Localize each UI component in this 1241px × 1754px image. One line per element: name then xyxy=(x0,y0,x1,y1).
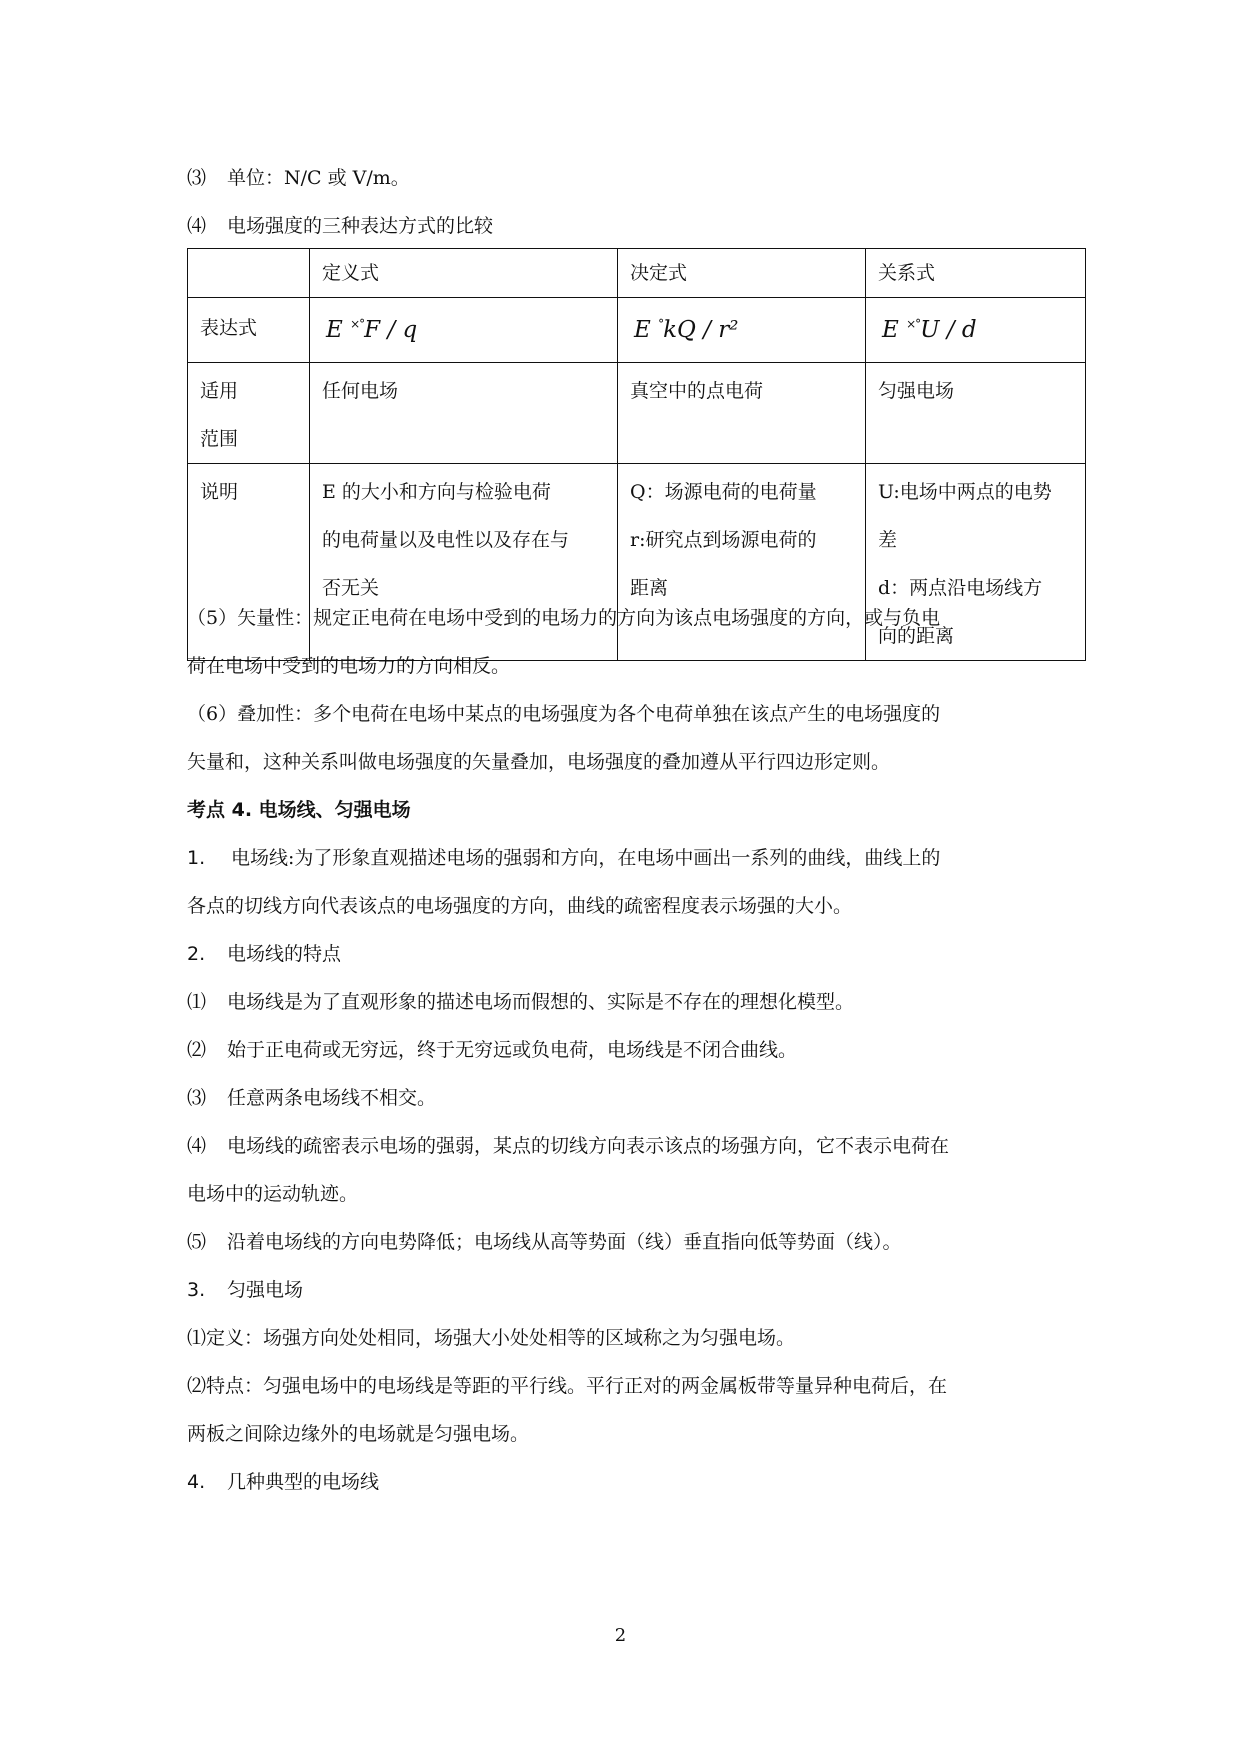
formula-operator: ° xyxy=(658,317,664,331)
page-number: 2 xyxy=(614,1625,627,1646)
body-line: （6）叠加性：多个电荷在电场中某点的电场强度为各个电荷单独在该点产生的电场强度的 xyxy=(187,703,941,725)
table-cell: E 的大小和方向与检验电荷 的电荷量以及电性以及存在与 否无关 xyxy=(310,464,618,661)
section-heading: 考点 4. 电场线、匀强电场 xyxy=(187,799,411,821)
document-top xyxy=(187,154,1082,250)
item-number: ⑶ xyxy=(187,1087,207,1109)
table-cell: Q：场源电荷的电荷量 r:研究点到场源电荷的 距离 xyxy=(618,464,866,661)
body-line: 3. 匀强电场 xyxy=(187,1266,1082,1314)
table-row-scope xyxy=(188,363,1086,464)
body-line: ⑷ 电场线的疏密表示电场的强弱，某点的切线方向表示该点的场强方向，它不表示电荷在 xyxy=(187,1122,1082,1170)
header-cell: 决定式 xyxy=(618,249,866,298)
body-line: 1. 电场线:为了形象直观描述电场的强弱和方向，在电场中画出一系列的曲线，曲线上的 xyxy=(187,834,1082,882)
header-cell: 关系式 xyxy=(866,249,1086,298)
formula-operator: ×° xyxy=(906,317,921,331)
formula-lhs: E xyxy=(634,317,651,343)
formula-rhs: kQ / r² xyxy=(663,317,739,343)
row-label: 说明 xyxy=(188,464,310,661)
item-number: ⑸ xyxy=(187,1231,207,1253)
body-line: ⑵特点：匀强电场中的电场线是等距的平行线。平行正对的两金属板带等量异种电荷后，在 xyxy=(187,1375,948,1397)
table-cell: U:电场中两点的电势 差 d：两点沿电场线方 向的距离 xyxy=(866,464,1086,661)
formula-rhs: U / d xyxy=(920,317,977,343)
table-header-row xyxy=(188,249,1086,298)
body-line: ⑸ 沿着电场线的方向电势降低；电场线从高等势面（线）垂直指向低等势面（线）。 xyxy=(187,1218,1082,1266)
formula-lhs: E xyxy=(882,317,899,343)
table-cell: 匀强电场 xyxy=(866,363,1086,464)
header-cell: 定义式 xyxy=(310,249,618,298)
body-line: 2. 电场线的特点 xyxy=(187,930,1082,978)
formula-rhs: F / q xyxy=(364,317,418,343)
formula-operator: ×° xyxy=(350,317,365,331)
unit-line xyxy=(187,154,1082,202)
body-line: 4. 几种典型的电场线 xyxy=(187,1458,1082,1506)
item-number: ⑷ xyxy=(187,1135,207,1157)
item-number: 2. xyxy=(187,943,206,965)
table-cell: 任何电场 xyxy=(310,363,618,464)
body-line: （5）矢量性：规定正电荷在电场中受到的电场力的方向为该点电场强度的方向，或与负电 xyxy=(187,607,941,629)
row-label: 表达式 xyxy=(188,298,310,363)
item-number: 3. xyxy=(187,1279,206,1301)
body-line: 两板之间除边缘外的电场就是匀强电场。 xyxy=(187,1423,530,1445)
table-cell: 真空中的点电荷 xyxy=(618,363,866,464)
item-number: 4. xyxy=(187,1471,206,1493)
comparison-title xyxy=(187,202,1082,250)
formula-definition xyxy=(310,298,618,363)
formula-determination xyxy=(618,298,866,363)
table-row-expression xyxy=(188,298,1086,363)
line-text: 电场强度的三种表达方式的比较 xyxy=(227,215,494,237)
item-number: ⑷ xyxy=(187,215,207,237)
line-text: 单位：N/C 或 V/m。 xyxy=(227,167,410,189)
body-line: 电场中的运动轨迹。 xyxy=(187,1183,359,1205)
body-line: 矢量和，这种关系叫做电场强度的矢量叠加，电场强度的叠加遵从平行四边形定则。 xyxy=(187,751,891,773)
item-number: 1. xyxy=(187,847,206,869)
body-line: ⑶ 任意两条电场线不相交。 xyxy=(187,1074,1082,1122)
body-line: 各点的切线方向代表该点的电场强度的方向，曲线的疏密程度表示场强的大小。 xyxy=(187,895,853,917)
body-line: ⑴ 电场线是为了直观形象的描述电场而假想的、实际是不存在的理想化模型。 xyxy=(187,978,1082,1026)
row-label: 适用 范围 xyxy=(188,363,310,464)
formula-relation xyxy=(866,298,1086,363)
body-line: ⑵ 始于正电荷或无穷远，终于无穷远或负电荷，电场线是不闭合曲线。 xyxy=(187,1026,1082,1074)
body-line: 荷在电场中受到的电场力的方向相反。 xyxy=(187,655,511,677)
item-number: ⑵ xyxy=(187,1039,207,1061)
header-cell xyxy=(188,249,310,298)
item-number: ⑶ xyxy=(187,167,207,189)
document-body xyxy=(187,594,1082,1506)
item-number: ⑴ xyxy=(187,991,207,1013)
body-line: ⑴定义：场强方向处处相同，场强大小处处相等的区域称之为匀强电场。 xyxy=(187,1327,796,1349)
formula-lhs: E xyxy=(326,317,343,343)
